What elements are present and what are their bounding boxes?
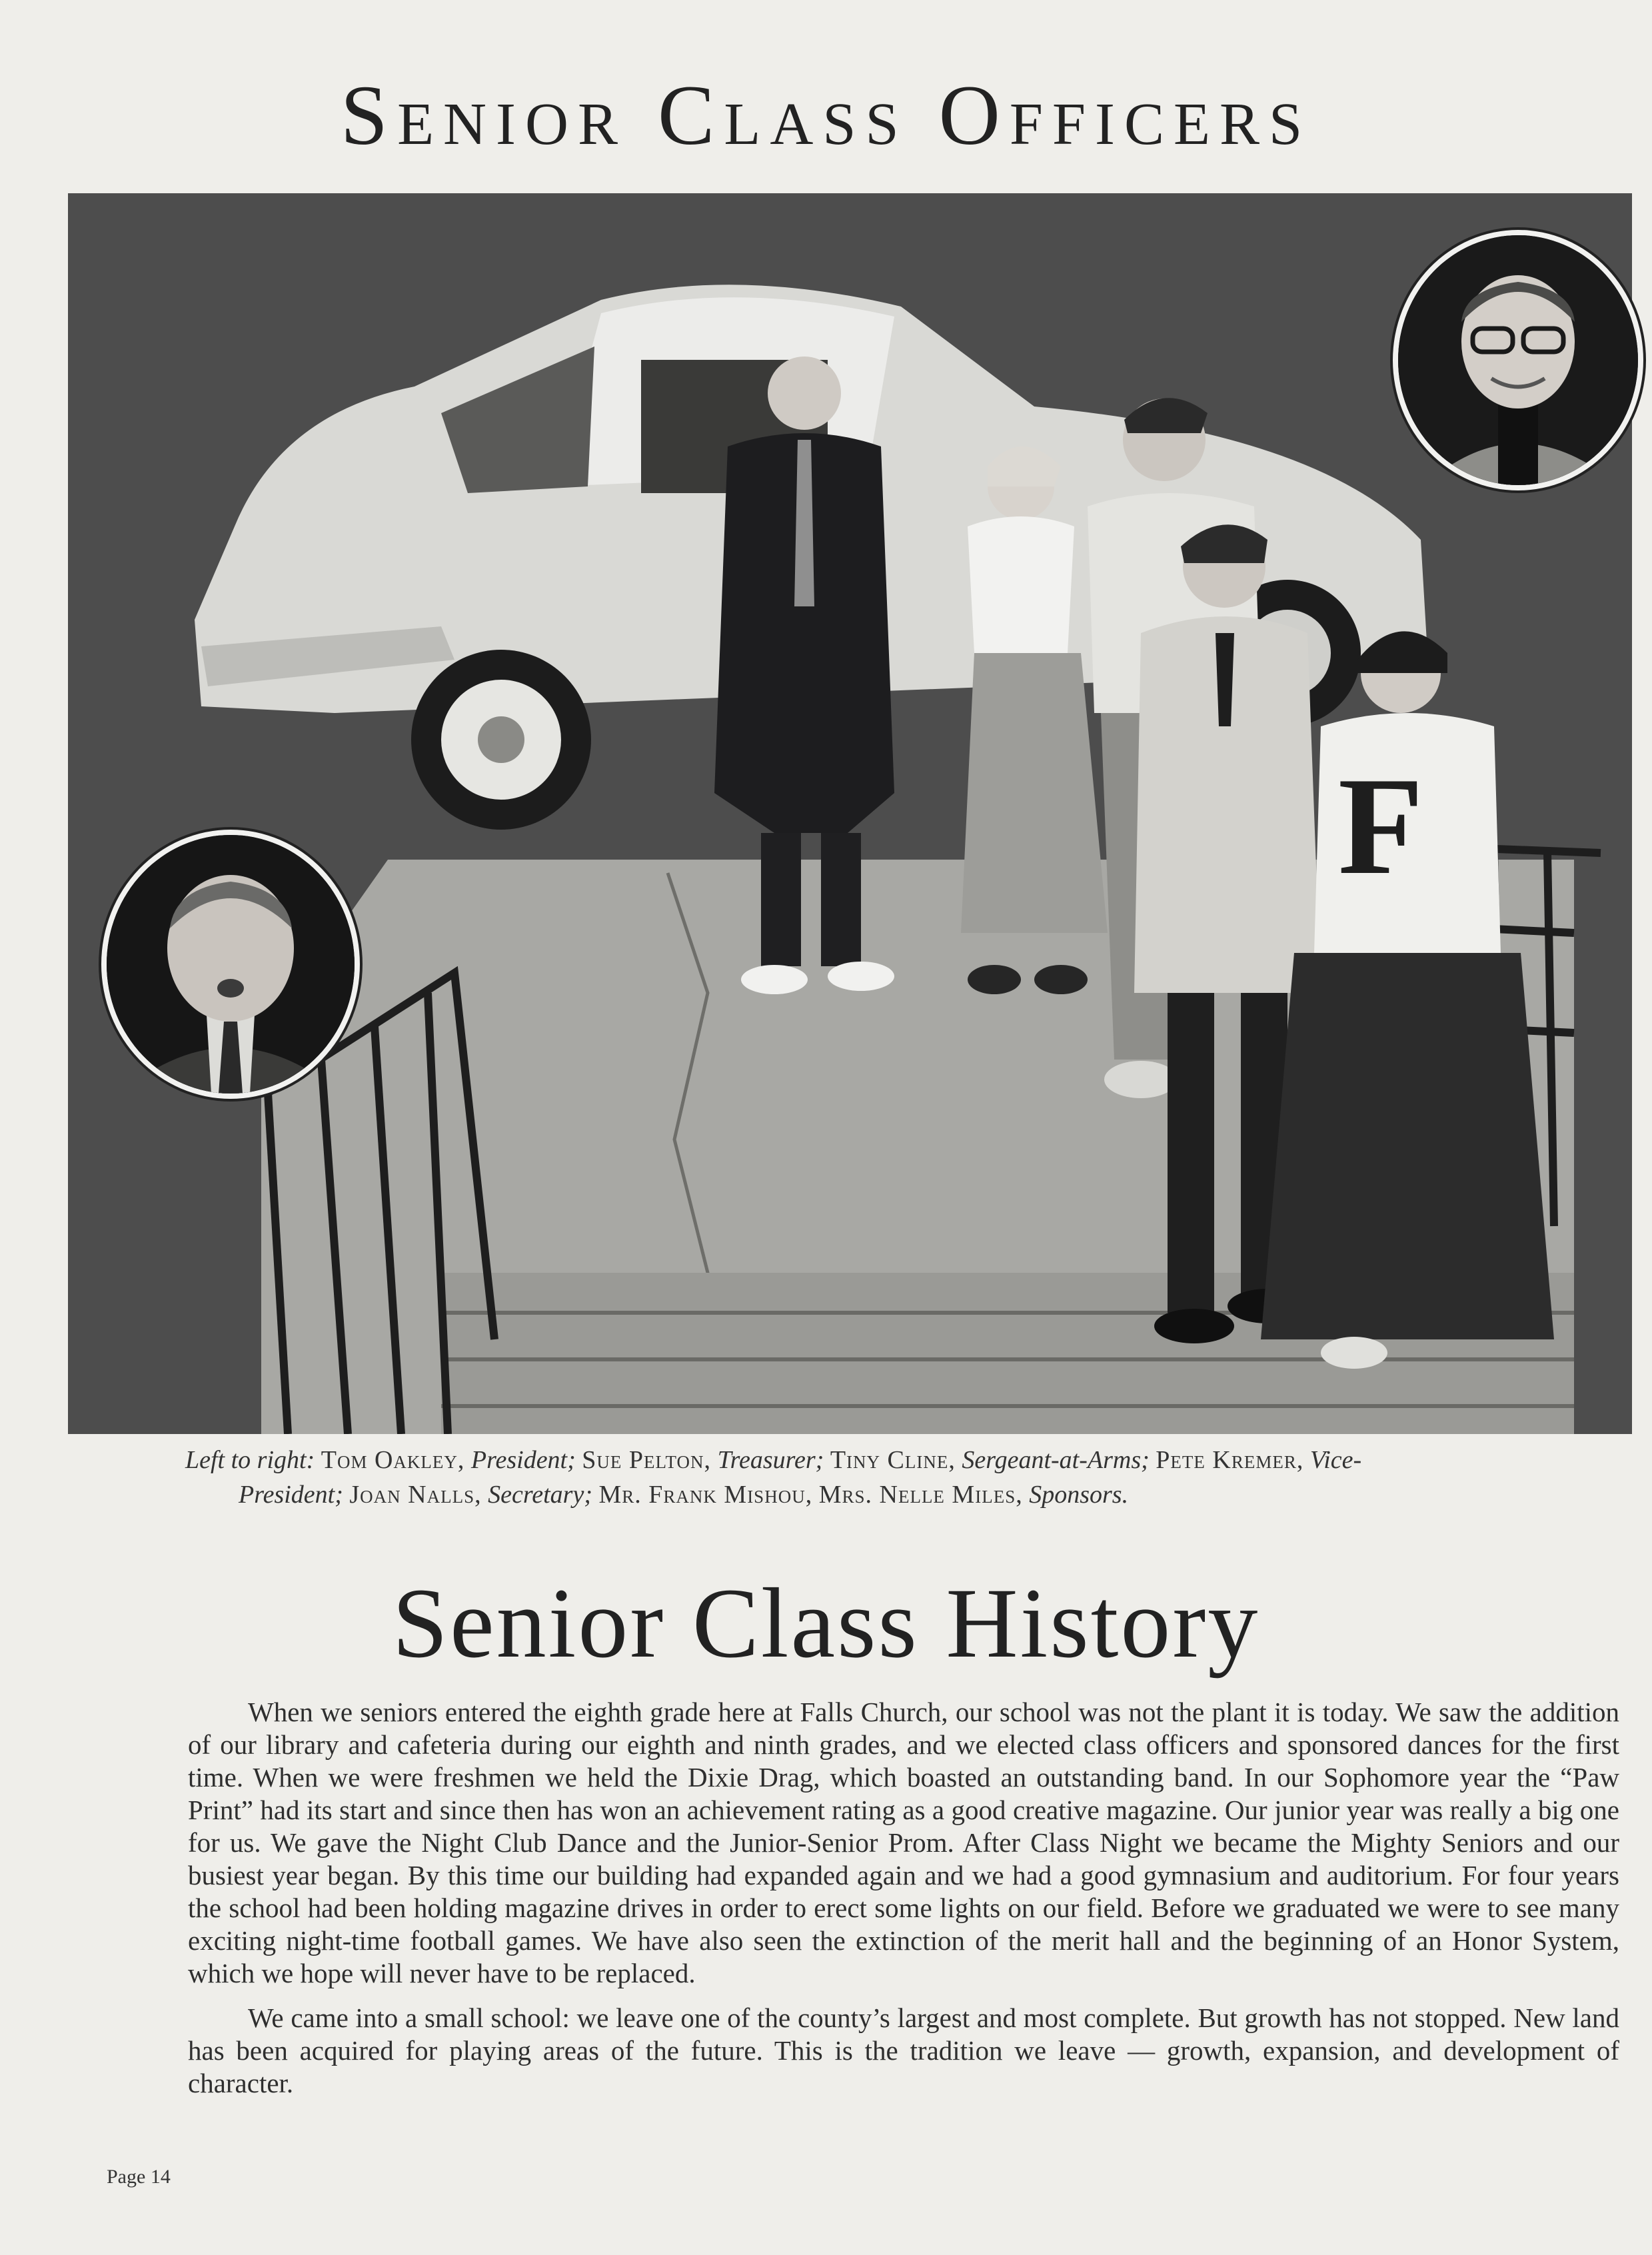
officer-name: Pete Kremer, — [1156, 1446, 1304, 1474]
officer-role: Sergeant-at-Arms; — [962, 1446, 1150, 1474]
page-number: Page 14 — [107, 2166, 171, 2188]
officer-name: Tiny Cline, — [830, 1446, 956, 1474]
caption-line-2 — [185, 1477, 1585, 1512]
section-title: Senior Class History — [392, 1568, 1260, 1679]
officer-role: President; — [470, 1446, 576, 1474]
sponsor-portrait-right — [1393, 230, 1643, 490]
history-paragraph: We came into a small school: we leave one of the county’s largest and most complete. But growth has not stopped. New land has been acquired for playing areas of the future. This is the tradition we leave — growth, expansion, and development of character. — [188, 2002, 1619, 2098]
officer-name: Tom Oakley, — [321, 1446, 465, 1474]
sponsors-role: Sponsors. — [1029, 1481, 1129, 1509]
officer-role: Vice- — [1309, 1446, 1362, 1474]
history-body — [188, 1696, 1619, 2112]
officer-name: Sue Pelton, — [582, 1446, 712, 1474]
officer-role: President; — [239, 1481, 343, 1509]
sponsor-portrait-left — [101, 830, 360, 1099]
photo-caption — [185, 1443, 1585, 1512]
officer-role: Treasurer; — [717, 1446, 824, 1474]
page-title: Senior Class Officers — [340, 68, 1312, 163]
sponsor-name: Mr. Frank Mishou, — [598, 1481, 813, 1509]
officer-name: Joan Nalls, — [349, 1481, 482, 1509]
history-paragraph: When we seniors entered the eighth grade here at Falls Church, our school was not the plant it is today. We saw the addition of our library and cafeteria during our eighth and ninth grades, and we elected class officers and sponsored dances for the first time. When we were freshmen we held the Dixie Drag, which boasted an outstanding band. In our Sophomore year the “Paw Print” had its start and since then has won an achievement rating as a good creative magazine. Our junior year was really a big one for us. We gave the Night Club Dance and the Junior-Senior Prom. After Class Night we became the Mighty Seniors and our busiest year began. By this time our building had expanded again and we had a good gymnasium and auditorium. For four years the school had been holding magazine drives in order to erect some lights on our field. Before we graduated we were to see many exciting night-time football games. We have also seen the extinction of the merit hall and the beginning of an Honor System, which we hope will never have to be replaced. — [188, 1697, 1619, 1988]
officer-role: Secretary; — [488, 1481, 592, 1509]
sweater-letter: F — [1337, 749, 1424, 904]
sponsor-name: Mrs. Nelle Miles, — [818, 1481, 1023, 1509]
caption-lead: Left to right: — [185, 1446, 315, 1474]
